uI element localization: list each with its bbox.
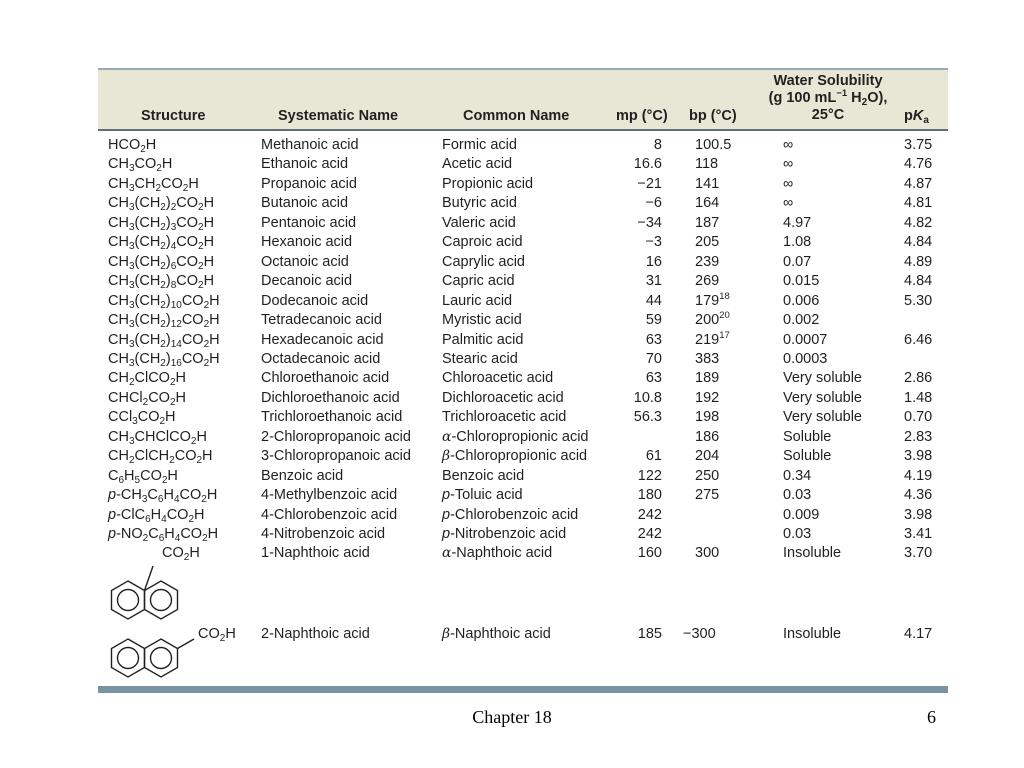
cell-pka: 3.75	[904, 137, 933, 153]
cell-pka: 4.89	[904, 253, 933, 270]
cell-structure: $CH_3CO_2H$	[108, 156, 173, 175]
cell-bp: 164	[695, 195, 720, 212]
cell-common-name: Stearic acid	[442, 350, 518, 367]
cell-common-name: β-Chloropropionic acid	[442, 448, 588, 465]
cell-common-name: Caprylic acid	[442, 253, 525, 270]
table-header-rule	[98, 129, 948, 131]
cell-systematic-name: 4-Chlorobenzoic acid	[261, 506, 398, 523]
cell-pka: 4.84	[904, 273, 933, 290]
cell-water-solubility: Soluble	[783, 428, 832, 445]
cell-pka: 4.87	[904, 175, 933, 192]
cell-common-name: Dichloroacetic acid	[442, 389, 564, 406]
cell-systematic-name: Octadecanoic acid	[261, 350, 381, 367]
cell-mp: −34	[637, 214, 662, 231]
header-common-name: Common Name	[463, 108, 570, 124]
header-bp: bp (°C)	[689, 108, 737, 124]
cell-common-name: Propionic acid	[442, 175, 534, 192]
cell-systematic-name: Chloroethanoic acid	[261, 370, 390, 387]
cell-water-solubility: 0.002	[783, 312, 820, 329]
cell-water-solubility: 0.0003	[783, 350, 828, 367]
cell-systematic-name: Dichloroethanoic acid	[261, 389, 400, 406]
cell-structure: $CH_3(CH_2)_{10}CO_2H$	[108, 292, 220, 311]
cell-common-name: Acetic acid	[442, 156, 513, 173]
cell-structure: $CH_3(CH_2)_6CO_2H$	[108, 253, 215, 272]
cell-structure: $CH_2ClCH_2CO_2H$	[108, 448, 213, 467]
cell-bp: $179^{18}$	[695, 290, 730, 309]
cell-common-name: α-Chloropropionic acid	[442, 428, 589, 445]
cell-mp: 160	[637, 545, 662, 562]
cell-common-name: p-Chlorobenzoic acid	[442, 506, 579, 523]
cell-bp: 300	[695, 545, 720, 562]
cell-structure: $CH_3(CH_2)_8CO_2H$	[108, 273, 215, 292]
header-water-solubility	[738, 73, 918, 124]
cell-bp: 239	[695, 253, 720, 270]
cell-water-solubility: 0.03	[783, 526, 812, 542]
cell-structure: $CH_3(CH_2)_{16}CO_2H$	[108, 350, 220, 369]
cell-mp: 180	[637, 487, 662, 504]
cell-water-solubility: 4.97	[783, 214, 812, 231]
header-solubility-line1: Water Solubility	[773, 73, 883, 89]
cell-mp: −6	[645, 195, 662, 212]
cell-common-name: p-Nitrobenzoic acid	[442, 526, 567, 542]
cell-bp: 198	[695, 409, 720, 426]
cell-bp: 205	[695, 234, 720, 251]
cell-systematic-name: Decanoic acid	[261, 273, 353, 290]
cell-systematic-name: Butanoic acid	[261, 195, 349, 212]
cell-water-solubility: 0.34	[783, 467, 812, 484]
cell-mp: 44	[645, 292, 662, 309]
cell-systematic-name: 4-Methylbenzoic acid	[261, 487, 398, 504]
cell-bp: 187	[695, 214, 720, 231]
cell-systematic-name: Hexanoic acid	[261, 234, 353, 251]
cell-common-name: Butyric acid	[442, 195, 517, 212]
cell-mp: −21	[637, 175, 662, 192]
cell-mp: 63	[645, 331, 662, 348]
cell-pka: 4.76	[904, 156, 933, 173]
naphthalene-1-structure-icon	[108, 566, 198, 622]
cell-pka: 2.86	[904, 370, 933, 387]
cell-mp: 242	[637, 526, 662, 542]
cell-bp: 189	[695, 370, 720, 387]
cell-systematic-name: Trichloroethanoic acid	[261, 409, 403, 426]
cell-mp: 122	[637, 467, 662, 484]
cell-bp: 269	[695, 273, 720, 290]
cell-water-solubility: ∞	[783, 156, 794, 173]
cell-common-name: Palmitic acid	[442, 331, 524, 348]
cell-common-name: Formic acid	[442, 137, 517, 153]
cell-structure: $CH_3CH_2CO_2H$	[108, 175, 199, 194]
cell-structure: $CH_3(CH_2)_{12}CO_2H$	[108, 312, 220, 331]
cell-common-name: β-Naphthoic acid	[442, 626, 551, 642]
cell-systematic-name: 2-Chloropropanoic acid	[261, 428, 411, 445]
cell-pka: 3.98	[904, 506, 933, 523]
cell-water-solubility: Soluble	[783, 448, 832, 465]
cell-structure: $CH_3(CH_2)_2CO_2H$	[108, 195, 215, 214]
cell-structure: $CO_2H$	[198, 626, 236, 644]
cell-water-solubility: Insoluble	[783, 626, 842, 642]
cell-mp: 61	[645, 448, 662, 465]
cell-water-solubility: ∞	[783, 137, 794, 153]
cell-common-name: Benzoic acid	[442, 467, 525, 484]
cell-pka: 5.30	[904, 292, 933, 309]
cell-water-solubility: ∞	[783, 175, 794, 192]
cell-water-solubility: 0.015	[783, 273, 820, 290]
cell-pka: 6.46	[904, 331, 933, 348]
cell-systematic-name: Propanoic acid	[261, 175, 357, 192]
footer-chapter: Chapter 18	[472, 707, 552, 727]
cell-bp: 275	[695, 487, 720, 504]
cell-structure: $CH_3CHClCO_2H$	[108, 428, 207, 447]
cell-common-name: p-Toluic acid	[442, 487, 523, 504]
cell-systematic-name: Hexadecanoic acid	[261, 331, 384, 348]
cell-water-solubility: 0.03	[783, 487, 812, 504]
cell-structure: $HCO_2H$	[108, 137, 157, 155]
cell-pka: 4.82	[904, 214, 933, 231]
cell-pka: 4.81	[904, 195, 933, 212]
cell-systematic-name: Methanoic acid	[261, 137, 359, 153]
cell-mp: 10.8	[633, 389, 662, 406]
cell-water-solubility: Very soluble	[783, 409, 862, 426]
cell-systematic-name: Ethanoic acid	[261, 156, 349, 173]
footer-page-number: 6	[927, 707, 936, 727]
cell-mp: 56.3	[633, 409, 662, 426]
cell-water-solubility: Very soluble	[783, 370, 862, 387]
cell-bp: 141	[695, 175, 720, 192]
cell-common-name: Trichloroacetic acid	[442, 409, 567, 426]
cell-structure: $C_6H_5CO_2H$	[108, 467, 178, 486]
cell-common-name: Chloroacetic acid	[442, 370, 554, 387]
cell-pka: 4.17	[904, 626, 933, 642]
header-systematic-name: Systematic Name	[278, 108, 399, 124]
cell-common-name: Caproic acid	[442, 234, 523, 251]
cell-bp: 192	[695, 389, 720, 406]
cell-pka: 3.98	[904, 448, 933, 465]
cell-common-name: Myristic acid	[442, 312, 522, 329]
cell-systematic-name: 2-Naphthoic acid	[261, 626, 370, 642]
header-mp: mp (°C)	[616, 108, 668, 124]
cell-mp: 63	[645, 370, 662, 387]
cell-bp: 204	[695, 448, 720, 465]
cell-mp: 70	[645, 350, 662, 367]
header-pka: $pK_a$	[904, 108, 929, 126]
cell-structure: $CO_2H$	[162, 545, 200, 564]
cell-systematic-name: Octanoic acid	[261, 253, 349, 270]
cell-systematic-name: Pentanoic acid	[261, 214, 357, 231]
cell-pka: 1.48	[904, 389, 933, 406]
cell-pka: 0.70	[904, 409, 933, 426]
header-structure: Structure	[141, 108, 206, 124]
cell-systematic-name: Tetradecanoic acid	[261, 312, 382, 329]
cell-systematic-name: 1-Naphthoic acid	[261, 545, 370, 562]
cell-structure: $CH_3(CH_2)_3CO_2H$	[108, 214, 215, 233]
cell-pka: 3.41	[904, 526, 933, 542]
cell-structure: $CCl_3CO_2H$	[108, 409, 176, 428]
cell-water-solubility: 0.07	[783, 253, 812, 270]
cell-bp: 118	[695, 156, 719, 173]
cell-water-solubility: ∞	[783, 195, 794, 212]
cell-mp: 8	[653, 137, 662, 153]
cell-mp: 185	[637, 626, 662, 642]
cell-pka: 3.70	[904, 545, 933, 562]
cell-mp: 16.6	[633, 156, 662, 173]
cell-mp: 31	[645, 273, 662, 290]
header-solubility-line2: (g 100 $mL^{-1}$ $H_2O$),	[768, 88, 888, 108]
cell-structure: $p-ClC_6H_4CO_2H$	[108, 506, 205, 525]
cell-systematic-name: 3-Chloropropanoic acid	[261, 448, 411, 465]
cell-common-name: Capric acid	[442, 273, 515, 290]
cell-bp: 100.5	[695, 137, 732, 153]
naphthalene-2-structure-icon	[108, 628, 218, 684]
cell-pka: 4.19	[904, 467, 933, 484]
cell-water-solubility: 0.006	[783, 292, 820, 309]
cell-systematic-name: 4-Nitrobenzoic acid	[261, 526, 386, 542]
cell-systematic-name: Benzoic acid	[261, 467, 344, 484]
cell-common-name: Valeric acid	[442, 214, 516, 231]
cell-mp: 242	[637, 506, 662, 523]
cell-structure: $p-NO_2C_6H_4CO_2H$	[108, 526, 219, 544]
cell-pka: 4.84	[904, 234, 933, 251]
cell-mp: 16	[645, 253, 662, 270]
cell-bp: 186	[695, 428, 720, 445]
cell-bp: $200^{20}$	[695, 310, 730, 329]
cell-bp: 250	[695, 467, 720, 484]
cell-water-solubility: 0.0007	[783, 331, 828, 348]
header-solubility-line3: 25°C	[811, 107, 845, 123]
cell-structure: $CHCl_2CO_2H$	[108, 389, 186, 408]
cell-bp: 383	[695, 350, 720, 367]
table-bottom-bar	[98, 686, 948, 693]
cell-water-solubility: Very soluble	[783, 389, 862, 406]
cell-structure: $p-CH_3C_6H_4CO_2H$	[108, 487, 218, 506]
cell-water-solubility: 0.009	[783, 506, 820, 523]
cell-water-solubility: Insoluble	[783, 545, 842, 562]
cell-systematic-name: Dodecanoic acid	[261, 292, 369, 309]
cell-structure: $CH_3(CH_2)_{14}CO_2H$	[108, 331, 220, 350]
cell-pka: 2.83	[904, 428, 933, 445]
cell-structure: $CH_3(CH_2)_4CO_2H$	[108, 234, 215, 253]
cell-common-name: α-Naphthoic acid	[442, 545, 553, 562]
cell-structure: $CH_2ClCO_2H$	[108, 370, 187, 389]
carboxylic-acid-properties-table	[98, 68, 948, 694]
cell-mp: 59	[645, 312, 662, 329]
cell-common-name: Lauric acid	[442, 292, 513, 309]
cell-pka: 4.36	[904, 487, 933, 504]
cell-water-solubility: 1.08	[783, 234, 812, 251]
cell-bp: $219^{17}$	[695, 329, 730, 348]
cell-bp: −300	[683, 626, 716, 642]
cell-mp: −3	[645, 234, 662, 251]
